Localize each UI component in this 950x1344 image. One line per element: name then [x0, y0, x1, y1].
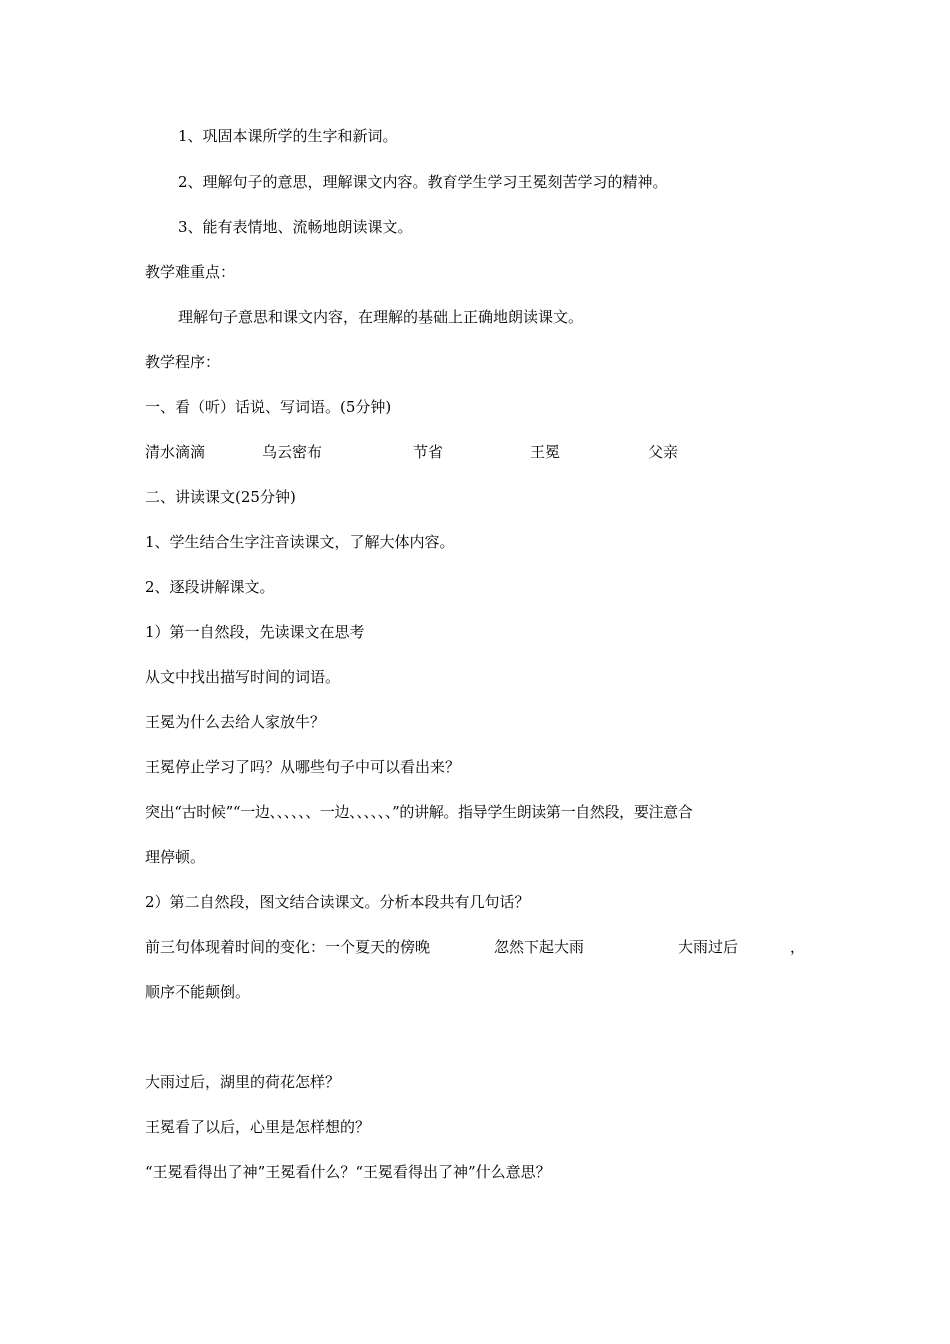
part1-title: 一、看（听）话说、写词语。(5分钟) — [145, 398, 392, 416]
sequence-end: 顺序不能颠倒。 — [145, 983, 251, 1001]
sequence-prefix: 前三句体现着时间的变化：一个夏天的傍晚 — [145, 938, 431, 956]
para1-question: 从文中找出描写时间的词语。 — [145, 668, 341, 686]
para1-note: 突出“古时候”“一边、、、、、、一边、、、、、、”的讲解。指导学生朗读第一自然段，要注意合 — [145, 803, 693, 821]
procedure-heading: 教学程序： — [145, 353, 221, 371]
step-2: 2、逐段讲解课文。 — [145, 578, 275, 596]
vocab-word: 乌云密布 — [262, 443, 323, 461]
difficulty-text: 理解句子意思和课文内容，在理解的基础上正确地朗读课文。 — [178, 308, 584, 326]
vocab-word: 父亲 — [648, 443, 679, 461]
vocab-word: 清水滴滴 — [145, 443, 206, 461]
para1-question: 王冕停止学习了吗？从哪些句子中可以看出来？ — [145, 758, 461, 776]
para1-question: 王冕为什么去给人家放牛？ — [145, 713, 326, 731]
sequence-item: 大雨过后 — [678, 938, 739, 956]
vocab-word: 节省 — [413, 443, 444, 461]
para1-note-cont: 理停顿。 — [145, 848, 206, 866]
vocab-row — [0, 442, 950, 462]
objective-3: 3、能有表情地、流畅地朗读课文。 — [178, 218, 413, 236]
part2-title: 二、讲读课文(25分钟) — [145, 488, 296, 506]
sequence-row — [0, 937, 950, 957]
sequence-item: ， — [790, 938, 806, 956]
step-1: 1、学生结合生字注音读课文，了解大体内容。 — [145, 533, 455, 551]
sequence-item: 忽然下起大雨 — [494, 938, 585, 956]
para2-title: 2）第二自然段，图文结合读课文。分析本段共有几句话？ — [145, 893, 530, 911]
para2-question: “王冕看得出了神”王冕看什么？“王冕看得出了神”什么意思？ — [145, 1163, 551, 1181]
para1-title: 1）第一自然段，先读课文在思考 — [145, 623, 365, 641]
objective-1: 1、巩固本课所学的生字和新词。 — [178, 127, 398, 145]
para2-question: 大雨过后，湖里的荷花怎样？ — [145, 1073, 341, 1091]
para2-question: 王冕看了以后，心里是怎样想的？ — [145, 1118, 371, 1136]
objective-2: 2、理解句子的意思，理解课文内容。教育学生学习王冕刻苦学习的精神。 — [178, 173, 668, 191]
vocab-word: 王冕 — [530, 443, 561, 461]
difficulty-heading: 教学难重点： — [145, 263, 236, 281]
